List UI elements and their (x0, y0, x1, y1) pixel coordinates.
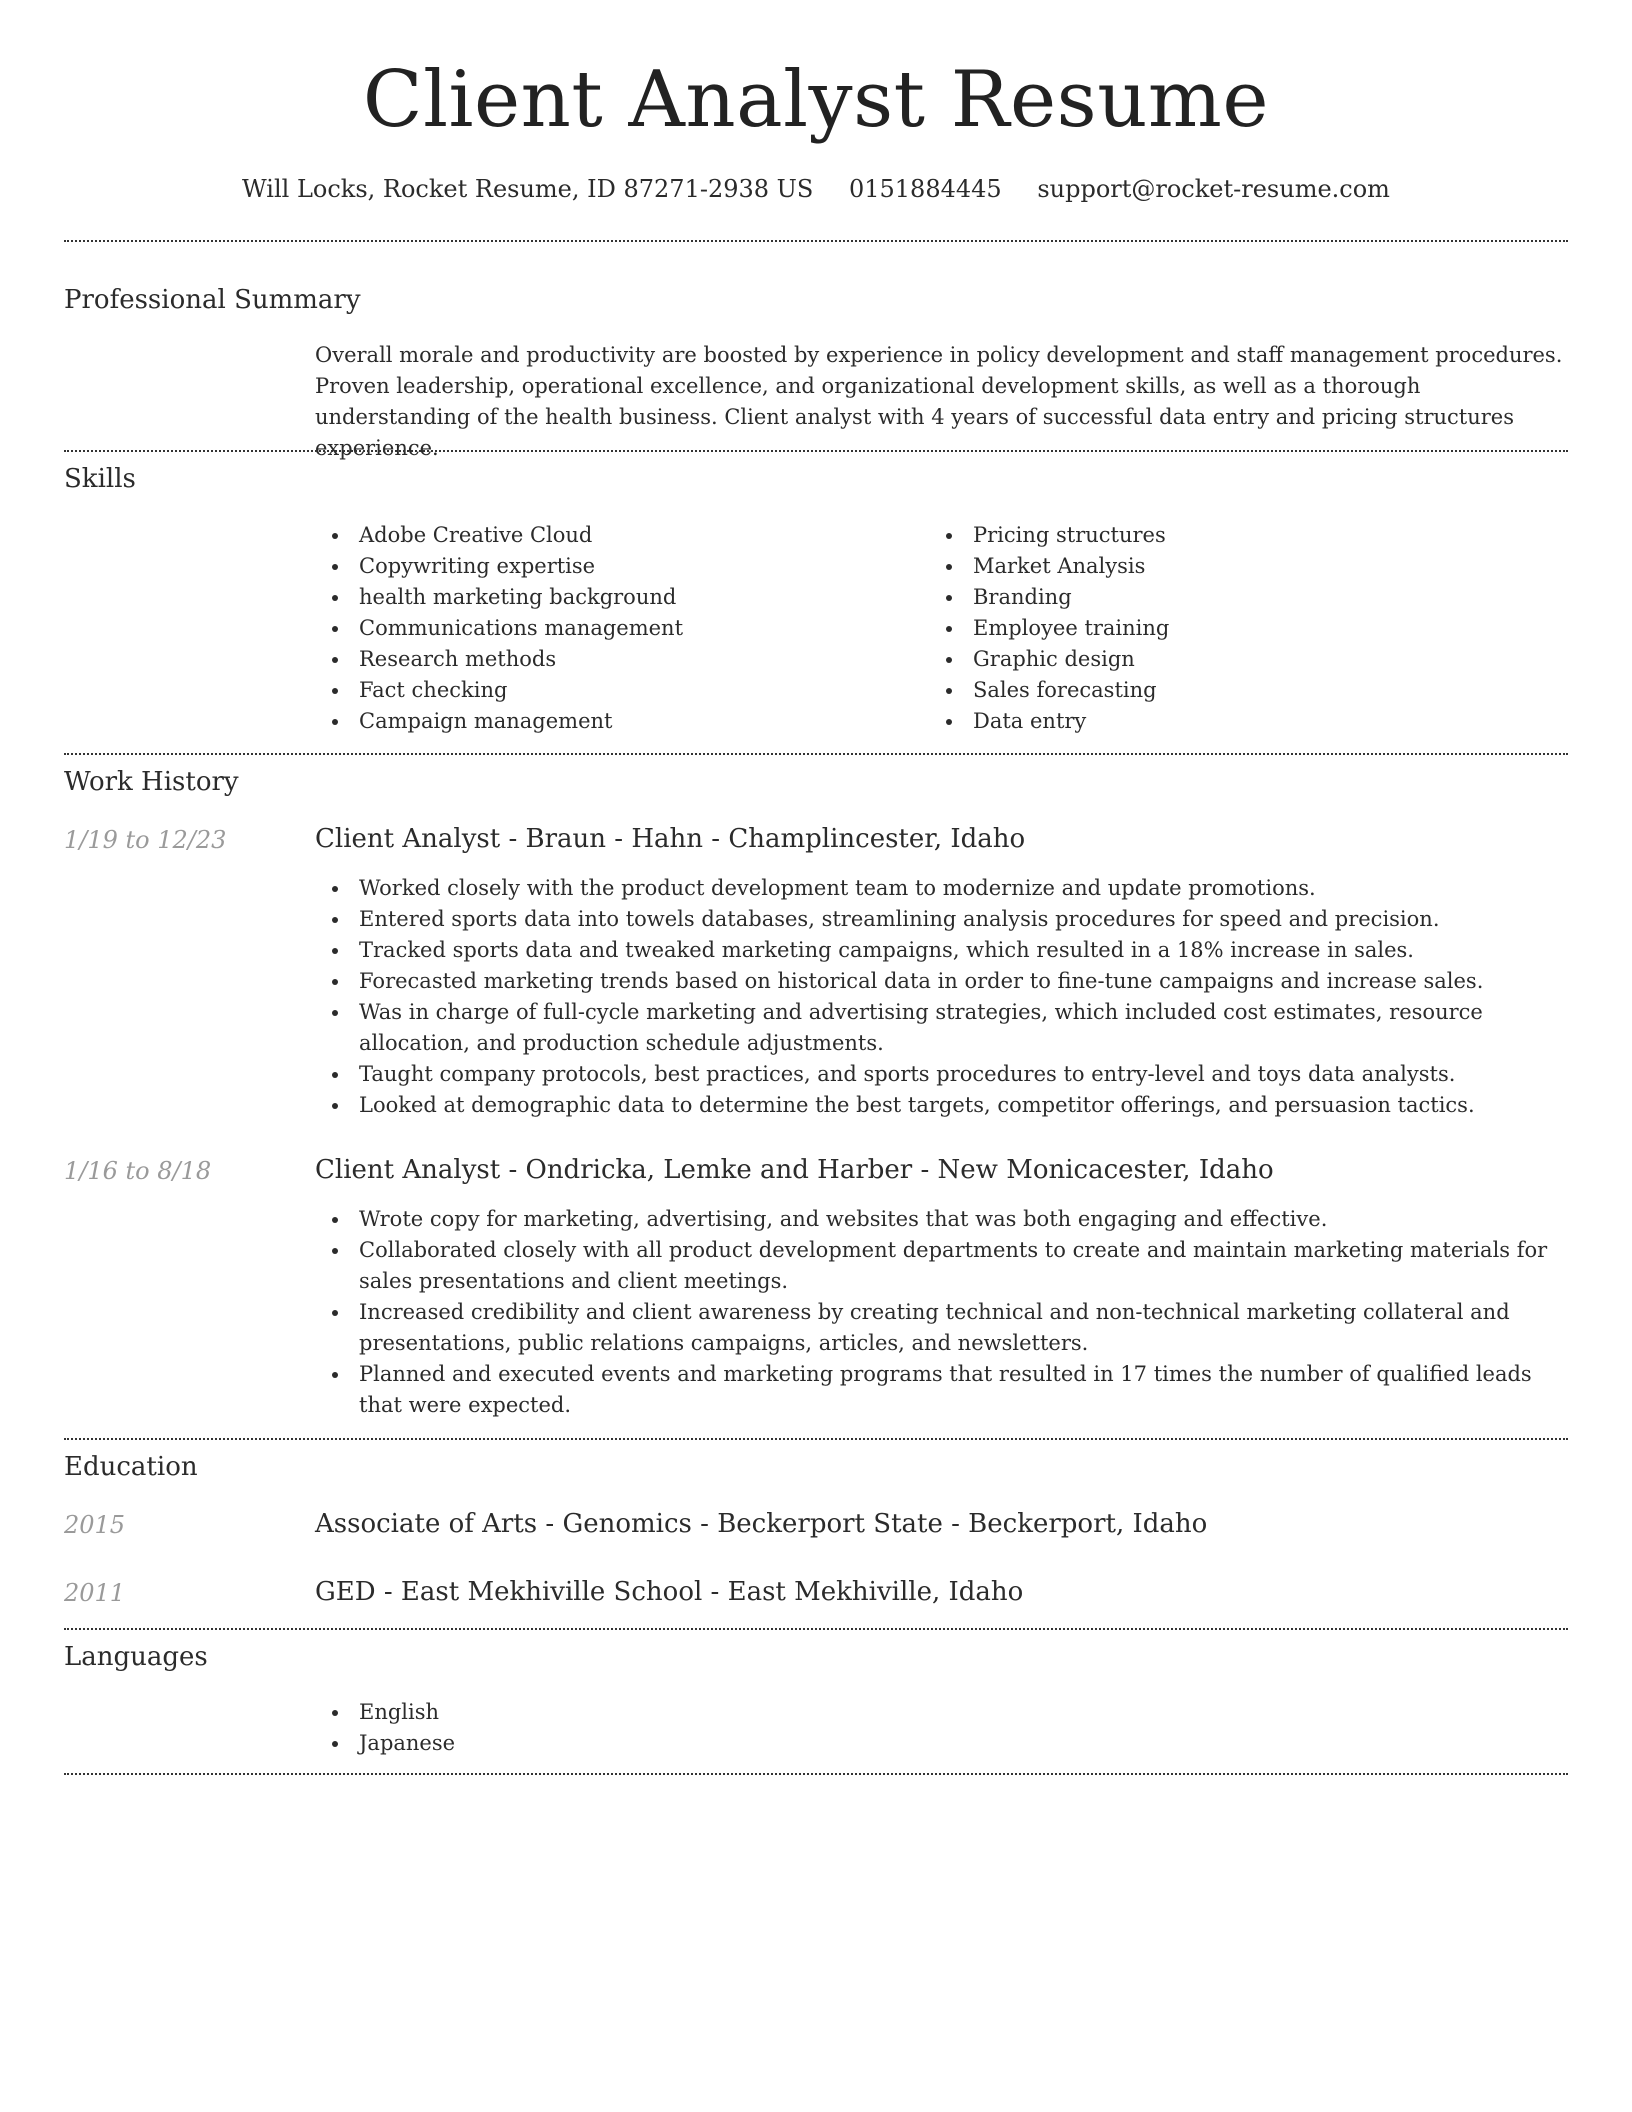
skills-list-left (315, 520, 875, 737)
job-bullet: Planned and executed events and marketing programs that resulted in 17 times the number of qualified leads that were expected. (315, 1359, 1568, 1421)
job-bullet: Increased credibility and client awareness by creating technical and non-technical marketing collateral and presentations, public relations campaigns, articles, and newsletters. (315, 1297, 1568, 1359)
job-bullets (315, 1204, 1568, 1421)
languages-list (315, 1697, 915, 1759)
job-dates: 1/19 to 12/23 (64, 826, 227, 854)
section-divider (64, 1628, 1568, 1630)
job-bullet: Was in charge of full-cycle marketing and advertising strategies, which included cost estimates, resource allocation, and production schedule adjustments. (315, 997, 1568, 1059)
work-heading: Work History (64, 767, 239, 797)
education-heading: Education (64, 1452, 198, 1482)
job-bullet: Looked at demographic data to determine the best targets, competitor offerings, and persuasion tactics. (315, 1090, 1568, 1121)
job-bullet: Entered sports data into towels databases, streamlining analysis procedures for speed and precision. (315, 904, 1568, 935)
section-divider (64, 1438, 1568, 1440)
job-bullet: Collaborated closely with all product development departments to create and maintain marketing materials for sales presentations and client meetings. (315, 1235, 1568, 1297)
skill-item: Data entry (929, 706, 1489, 737)
education-year: 2015 (64, 1511, 126, 1539)
section-divider (64, 753, 1568, 755)
contact-phone: 0151884445 (848, 175, 1002, 203)
skill-item: Employee training (929, 613, 1489, 644)
skill-item: Copywriting expertise (315, 551, 875, 582)
job-bullet: Tracked sports data and tweaked marketing campaigns, which resulted in a 18% increase in sales. (315, 935, 1568, 966)
contact-line (0, 172, 1632, 206)
skill-item: Branding (929, 582, 1489, 613)
section-divider (64, 240, 1568, 242)
skill-item: Sales forecasting (929, 675, 1489, 706)
job-bullet: Taught company protocols, best practices, and sports procedures to entry-level and toys data analysts. (315, 1059, 1568, 1090)
skill-item: Pricing structures (929, 520, 1489, 551)
job-title: Client Analyst - Braun - Hahn - Champlincester, Idaho (315, 824, 1026, 854)
section-divider (64, 450, 1568, 452)
skills-list-right (929, 520, 1489, 737)
languages-heading: Languages (64, 1642, 208, 1672)
education-year: 2011 (64, 1579, 126, 1607)
section-divider (64, 1773, 1568, 1775)
skill-item: Market Analysis (929, 551, 1489, 582)
job-bullet: Wrote copy for marketing, advertising, and websites that was both engaging and effective. (315, 1204, 1568, 1235)
summary-heading: Professional Summary (64, 285, 361, 315)
skill-item: Research methods (315, 644, 875, 675)
skill-item: health marketing background (315, 582, 875, 613)
contact-address: Will Locks, Rocket Resume, ID 87271-2938 US (242, 175, 814, 203)
job-bullets (315, 873, 1568, 1121)
skill-item: Graphic design (929, 644, 1489, 675)
language-item: English (315, 1697, 915, 1728)
language-item: Japanese (315, 1728, 915, 1759)
skill-item: Communications management (315, 613, 875, 644)
education-title: GED - East Mekhiville School - East Mekhiville, Idaho (315, 1577, 1024, 1607)
contact-email[interactable]: support@rocket-resume.com (1037, 175, 1390, 203)
skill-item: Adobe Creative Cloud (315, 520, 875, 551)
education-title: Associate of Arts - Genomics - Beckerport State - Beckerport, Idaho (315, 1509, 1208, 1539)
summary-text: Overall morale and productivity are boosted by experience in policy development and staff management procedures. Proven leadership, operational excellence, and organizational development skills, as well as a thorough understanding of the health business. Client analyst with 4 years of successful data entry and pricing structures experience. (315, 343, 1563, 460)
skill-item: Fact checking (315, 675, 875, 706)
skill-item: Campaign management (315, 706, 875, 737)
job-dates: 1/16 to 8/18 (64, 1157, 212, 1185)
job-bullet: Forecasted marketing trends based on historical data in order to fine-tune campaigns and increase sales. (315, 966, 1568, 997)
job-bullet: Worked closely with the product development team to modernize and update promotions. (315, 873, 1568, 904)
resume-title: Client Analyst Resume (362, 55, 1270, 145)
job-title: Client Analyst - Ondricka, Lemke and Harber - New Monicacester, Idaho (315, 1155, 1274, 1185)
skills-heading: Skills (64, 464, 136, 494)
